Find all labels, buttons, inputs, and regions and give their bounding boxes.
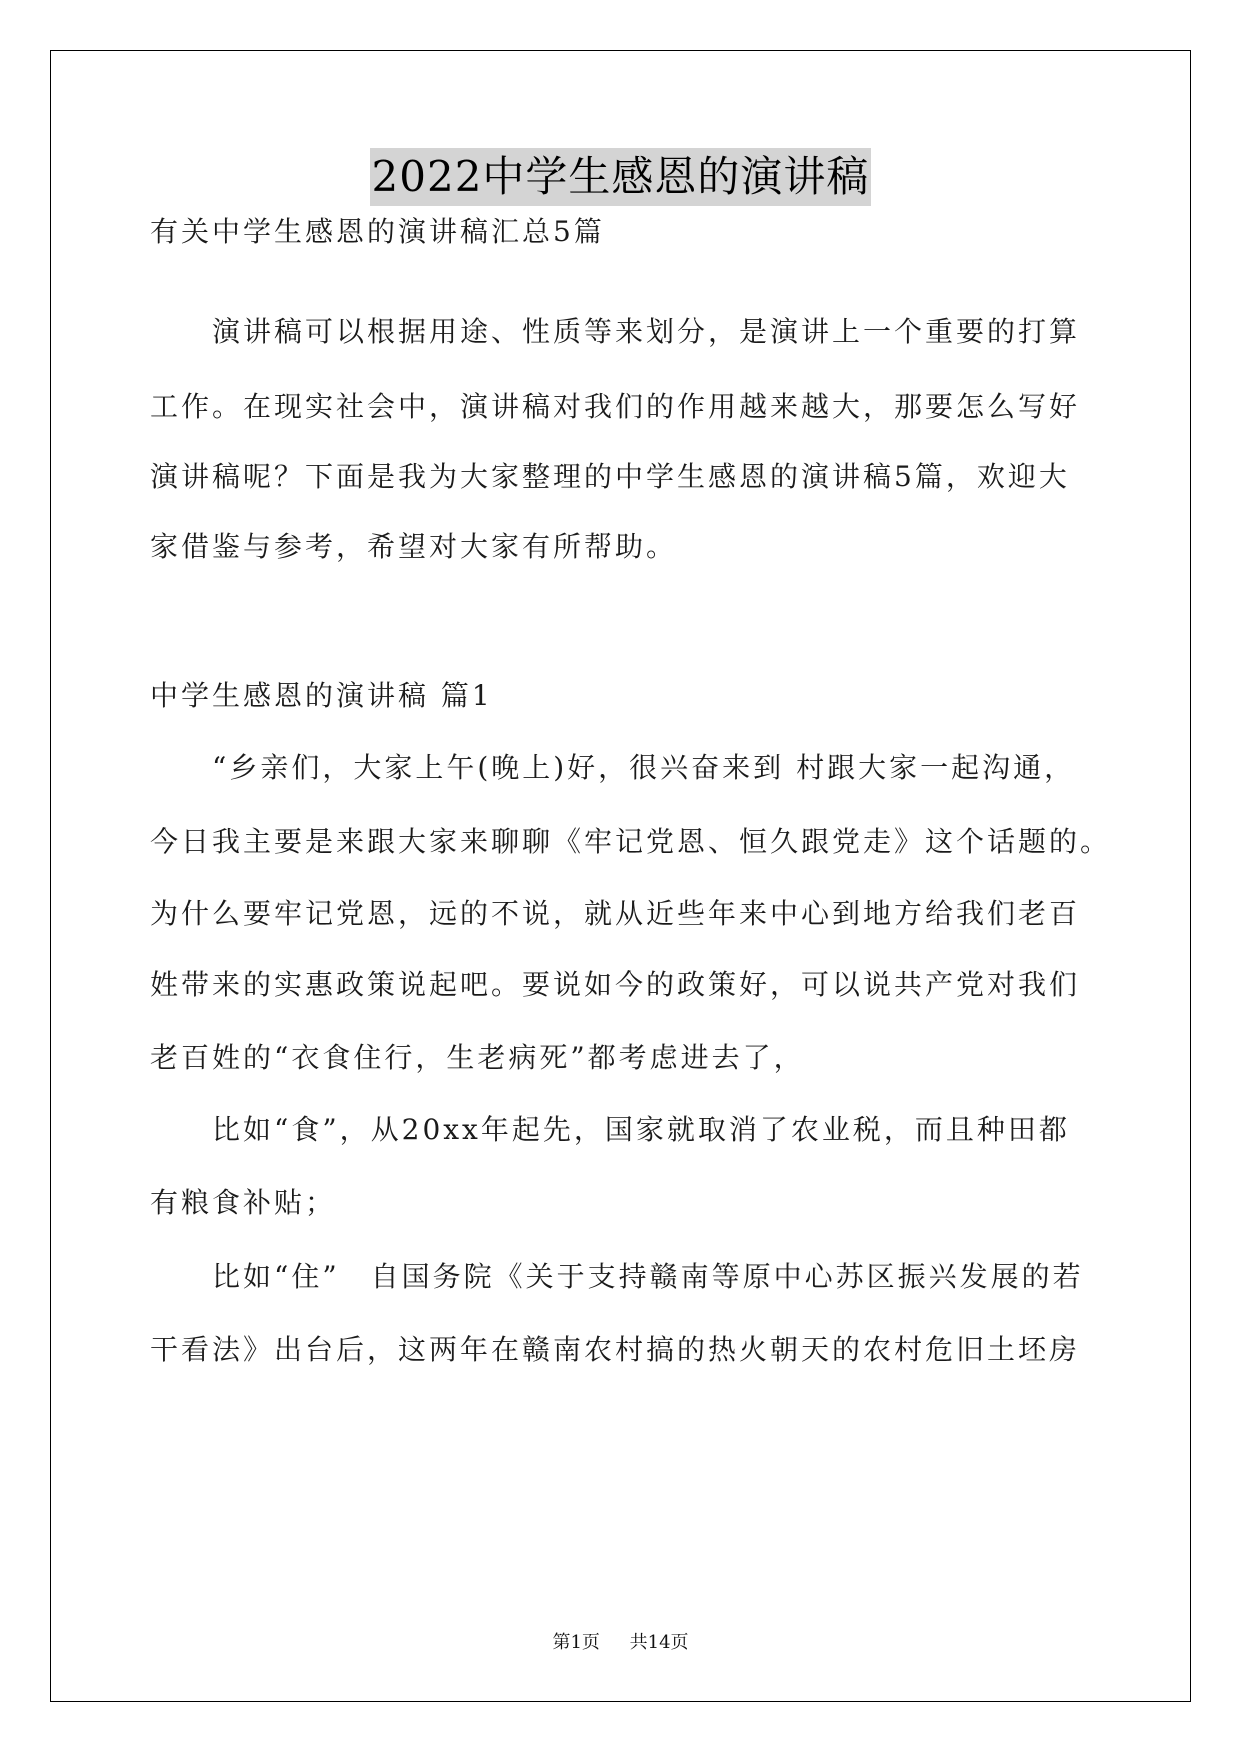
paragraph-line: 老百姓的“衣食住行，生老病死”都考虑进去了， [150, 1041, 805, 1074]
paragraph-line: 有粮食补贴； [150, 1186, 337, 1219]
paragraph-line: 演讲稿呢？下面是我为大家整理的中学生感恩的演讲稿5篇，欢迎大 [150, 460, 1070, 493]
paragraph-line: 姓带来的实惠政策说起吧。要说如今的政策好，可以说共产党对我们 [150, 968, 1081, 1001]
paragraph-line: 比如“住” 自国务院《关于支持赣南等原中心苏区振兴发展的若 [150, 1260, 1084, 1293]
section-heading: 中学生感恩的演讲稿 篇1 [150, 679, 493, 712]
page-total: 共14页 [629, 1632, 689, 1653]
paragraph-line: 今日我主要是来跟大家来聊聊《牢记党恩、恒久跟党走》这个话题的。 [150, 825, 1112, 858]
document-title: 2022中学生感恩的演讲稿 [370, 148, 872, 206]
page-number: 第1页 [552, 1632, 600, 1653]
page-footer [0, 1628, 1241, 1654]
paragraph-line: 工作。在现实社会中，演讲稿对我们的作用越来越大，那要怎么写好 [150, 390, 1081, 423]
subtitle-line: 有关中学生感恩的演讲稿汇总5篇 [150, 215, 605, 248]
paragraph-line: 演讲稿可以根据用途、性质等来划分，是演讲上一个重要的打算 [150, 315, 1081, 348]
paragraph-line: 家借鉴与参考，希望对大家有所帮助。 [150, 530, 678, 563]
title-container [0, 148, 1241, 206]
paragraph-line: “乡亲们，大家上午(晚上)好，很兴奋来到 村跟大家一起沟通， [150, 751, 1076, 784]
paragraph-line: 为什么要牢记党恩，远的不说，就从近些年来中心到地方给我们老百 [150, 897, 1081, 930]
page-border [50, 50, 1191, 1702]
paragraph-line: 比如“食”，从20xx年起先，国家就取消了农业税，而且种田都 [150, 1113, 1070, 1146]
paragraph-line: 干看法》出台后，这两年在赣南农村搞的热火朝天的农村危旧土坯房 [150, 1333, 1081, 1366]
